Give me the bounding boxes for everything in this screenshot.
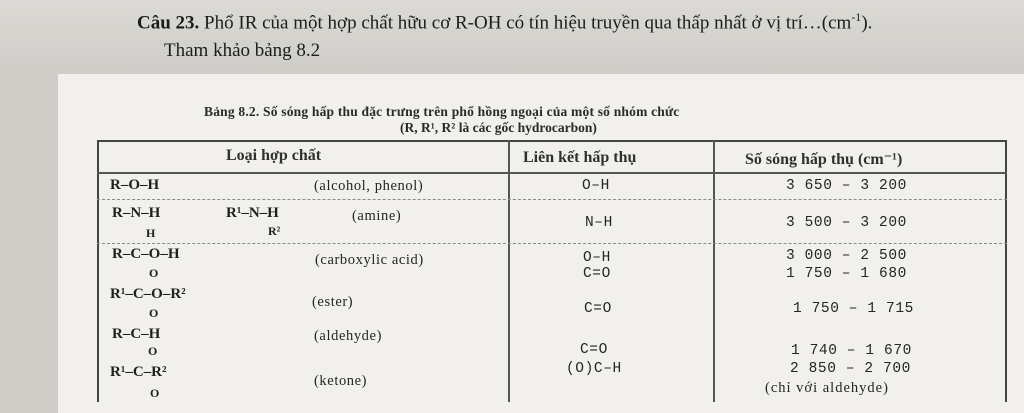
compound-class: (aldehyde)	[314, 328, 382, 344]
question-reference: Tham khảo bảng 8.2	[164, 40, 321, 61]
header-bond: Liên kết hấp thụ	[523, 149, 637, 166]
wavenumber-range: 1 750 – 1 715	[793, 301, 914, 317]
header-compound: Loại hợp chất	[226, 147, 322, 164]
formula: R–N–H	[112, 205, 161, 221]
bond: (O)C–H	[566, 361, 622, 377]
wavenumber-range: 1 740 – 1 670	[791, 343, 912, 359]
formula-substituent: H	[146, 226, 156, 240]
formula: R¹–C–R²	[110, 364, 167, 380]
compound-class: (ketone)	[314, 373, 368, 389]
formula-secondary: R¹–N–H	[226, 205, 279, 221]
table-subcaption: (R, R¹, R² là các gốc hydrocarbon)	[400, 120, 597, 135]
bond: N–H	[585, 215, 613, 231]
wavenumber-range: 3 000 – 2 500	[786, 248, 907, 264]
column-divider	[508, 140, 510, 402]
wavenumber-range: 3 650 – 3 200	[786, 178, 907, 194]
bond: O–H	[582, 178, 610, 194]
formula-substituent: O	[150, 386, 160, 400]
column-divider	[713, 140, 715, 402]
formula-secondary-substituent: R²	[268, 224, 281, 238]
wavenumber-range: 3 500 – 3 200	[786, 215, 907, 231]
formula-substituent: O	[148, 344, 158, 358]
question-text	[137, 10, 872, 34]
row-divider	[97, 243, 1007, 244]
bond: O–H	[583, 250, 611, 266]
formula-substituent: O	[149, 266, 159, 280]
compound-class: (alcohol, phenol)	[314, 178, 424, 194]
compound-class: (ester)	[312, 294, 354, 310]
question-body: Phổ IR của một hợp chất hữu cơ R-OH có tín hiệu truyền qua thấp nhất ở vị trí…(cm	[204, 12, 852, 34]
bond: C=O	[580, 342, 608, 358]
header-divider	[97, 172, 1007, 174]
header-wavenumber: Số sóng hấp thụ (cm⁻¹)	[745, 151, 903, 168]
compound-class: (amine)	[352, 208, 402, 224]
wavenumber-range-secondary: 1 750 – 1 680	[786, 266, 907, 282]
wavenumber-range: 2 850 – 2 700	[790, 361, 911, 377]
range-note: (chỉ với aldehyde)	[765, 380, 889, 396]
formula: R¹–C–O–R²	[110, 286, 186, 302]
question-number: Câu 23.	[137, 12, 200, 34]
question-end: ).	[861, 12, 873, 34]
formula: R–O–H	[110, 177, 160, 193]
formula-substituent: O	[149, 306, 159, 320]
formula: R–C–H	[112, 326, 161, 342]
question-unit-superscript: -1	[851, 10, 862, 24]
table-caption: Bảng 8.2. Số sóng hấp thu đặc trưng trên phổ hồng ngoại của một số nhóm chức	[204, 104, 680, 119]
bond: C=O	[584, 301, 612, 317]
row-divider	[97, 199, 1007, 200]
compound-class: (carboxylic acid)	[315, 252, 424, 268]
formula: R–C–O–H	[112, 246, 180, 262]
bond-secondary: C=O	[583, 266, 611, 282]
